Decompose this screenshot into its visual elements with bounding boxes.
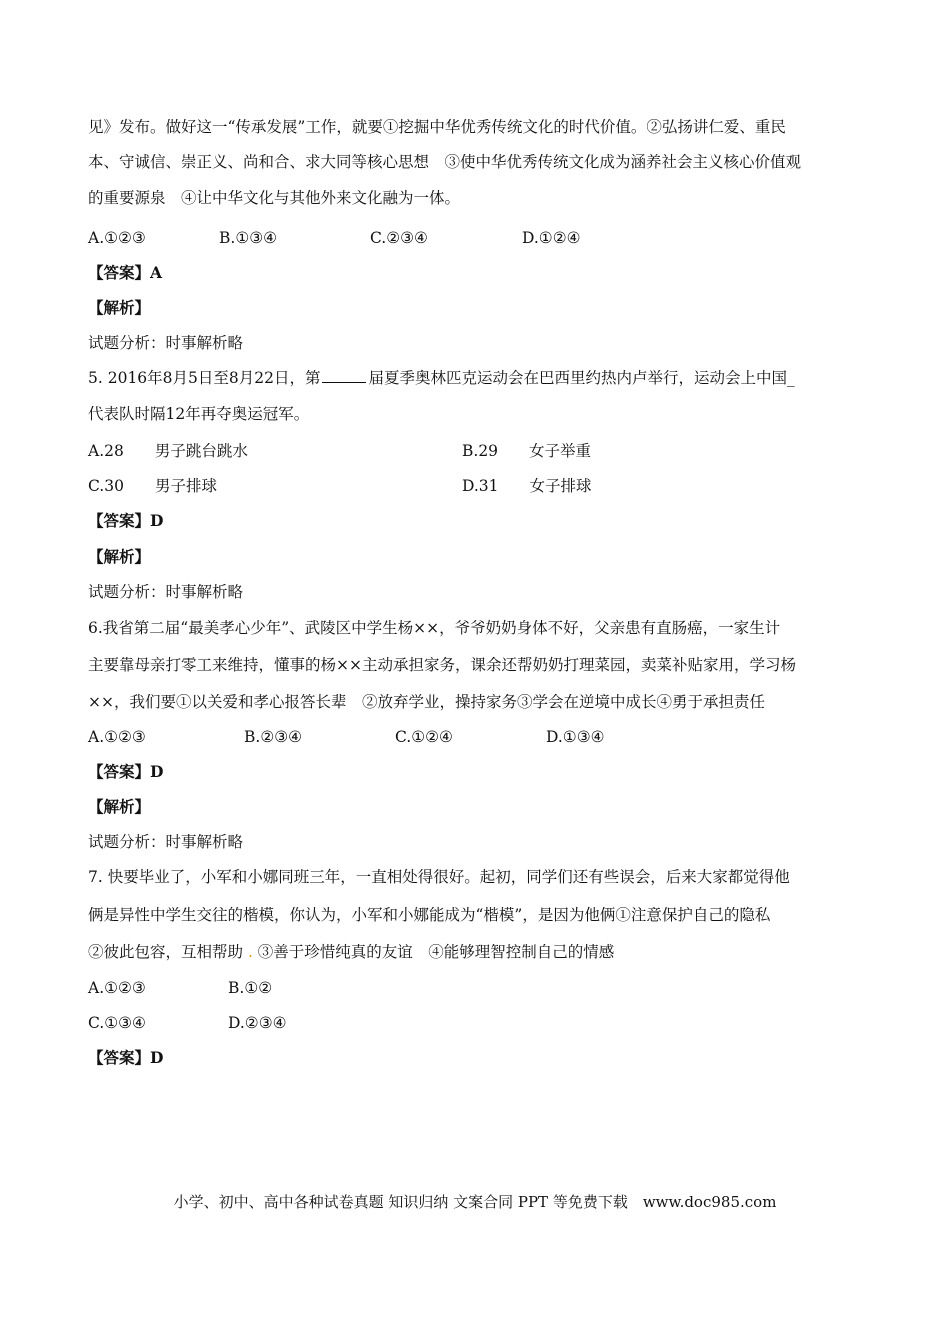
- q5-line-2: 代表队时隔12年再夺奥运冠军。: [88, 405, 310, 423]
- q6-option-a: A.①②③: [88, 728, 146, 746]
- q7-line-3-end: ③善于珍惜纯真的友谊 ④能够理智控制自己的情感: [257, 943, 615, 961]
- q6-answer: 【答案】D: [88, 762, 164, 781]
- q7-option-a: A.①②③: [88, 979, 146, 997]
- q5-option-a: A.28 男子跳台跳水: [88, 442, 248, 460]
- q5-option-c: C.30 男子排球: [88, 477, 217, 495]
- q6-line-2: 主要靠母亲打零工来维持，懂事的杨××主动承担家务，课余还帮奶奶打理菜园，卖菜补贴家用，学习杨: [88, 656, 796, 674]
- q5-analysis-label: 【解析】: [88, 547, 151, 566]
- q7-answer: 【答案】D: [88, 1048, 164, 1067]
- intro-line-2: 本、守诚信、崇正义、尚和合、求大同等核心思想 ③使中华优秀传统文化成为涵养社会主义核心价值观: [88, 153, 802, 171]
- q5-line-1-end: 届夏季奥林匹克运动会在巴西里约热内卢举行，运动会上中国_: [368, 369, 795, 387]
- q5-analysis: 试题分析：时事解析略: [88, 583, 244, 601]
- intro-answer: 【答案】A: [88, 263, 163, 282]
- intro-line-1: 见》发布。做好这一“传承发展”工作，就要①挖掘中华优秀传统文化的时代价值。②弘扬讲仁爱、重民: [88, 118, 786, 136]
- intro-option-a: A.①②③: [88, 229, 146, 247]
- q6-analysis-label: 【解析】: [88, 797, 151, 816]
- footer-download-note: 小学、初中、高中各种试卷真题 知识归纳 文案合同 PPT 等免费下载 www.doc985.com: [173, 1193, 777, 1211]
- q6-option-b: B.②③④: [244, 728, 303, 746]
- q7-line-3: [88, 942, 614, 962]
- q6-line-1: 6.我省第二届“最美孝心少年”、武陵区中学生杨××，爷爷奶奶身体不好，父亲患有直肠癌，一家生计: [88, 619, 781, 637]
- q7-line-3-start: ②彼此包容，互相帮助: [88, 943, 244, 961]
- intro-option-d: D.①②④: [522, 229, 581, 247]
- q6-line-3: ××，我们要①以关爱和孝心报答长辈 ②放弃学业，操持家务③学会在逆境中成长④勇于承担责任: [88, 693, 765, 711]
- q5-option-d: D.31 女子排球: [462, 477, 592, 495]
- q7-line-2: 俩是异性中学生交往的楷模，你认为，小军和小娜能成为“楷模”，是因为他俩①注意保护自己的隐私: [88, 906, 771, 924]
- q7-option-b: B.①②: [228, 979, 273, 997]
- intro-line-3: 的重要源泉 ④让中华文化与其他外来文化融为一体。: [88, 189, 461, 207]
- q7-line-1: 7. 快要毕业了，小军和小娜同班三年，一直相处得很好。起初，同学们还有些误会，后来大家都觉得他: [88, 868, 790, 886]
- q5-line-1: [88, 368, 795, 388]
- q5-line-1-start: 5. 2016年8月5日至8月22日，第: [88, 369, 321, 387]
- intro-analysis-label: 【解析】: [88, 298, 151, 317]
- q7-option-c: C.①③④: [88, 1014, 146, 1032]
- q5-answer: 【答案】D: [88, 511, 164, 530]
- stray-dot-mark: .: [243, 943, 258, 961]
- intro-option-b: B.①③④: [219, 229, 278, 247]
- q5-fill-blank: [322, 368, 366, 383]
- q6-option-d: D.①③④: [546, 728, 605, 746]
- q5-option-b: B.29 女子举重: [462, 442, 592, 460]
- q7-option-d: D.②③④: [228, 1014, 287, 1032]
- intro-analysis: 试题分析：时事解析略: [88, 334, 244, 352]
- q6-analysis: 试题分析：时事解析略: [88, 833, 244, 851]
- q6-option-c: C.①②④: [395, 728, 453, 746]
- intro-option-c: C.②③④: [370, 229, 428, 247]
